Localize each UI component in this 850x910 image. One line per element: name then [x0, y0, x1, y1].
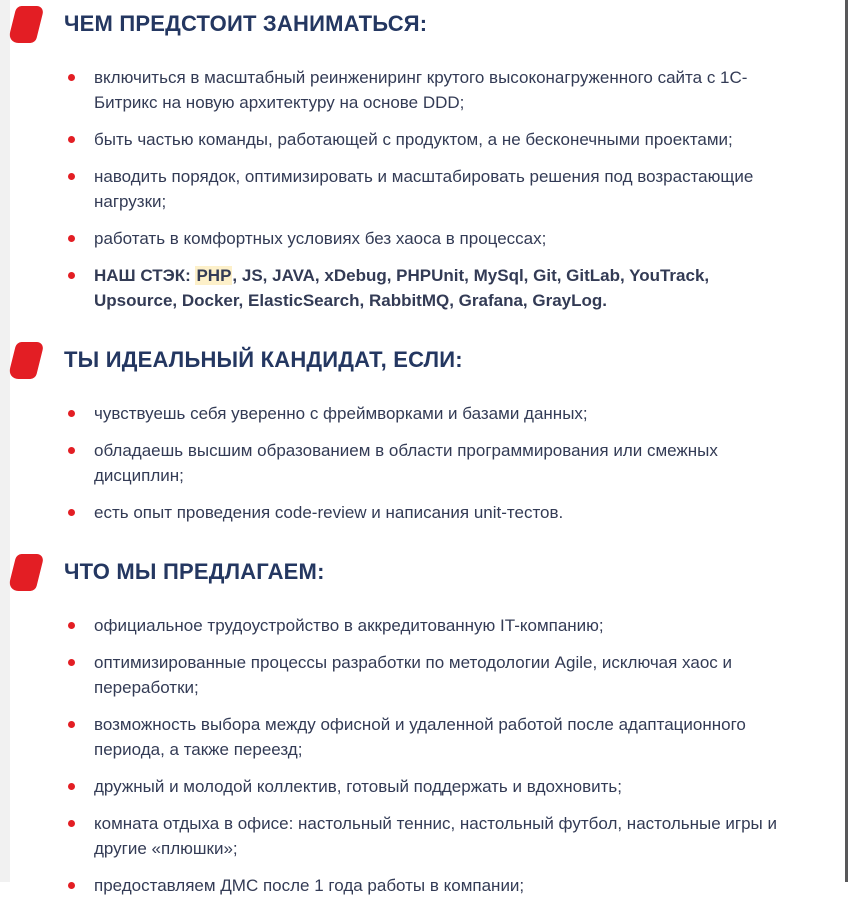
- list-item: [94, 438, 784, 488]
- stack-prefix: НАШ СТЭК:: [94, 266, 196, 285]
- bullet-list: [94, 65, 784, 313]
- vacancy-content: [10, 0, 810, 910]
- list-item-text: дружный и молодой коллектив, готовый поддержать и вдохновить;: [94, 777, 622, 796]
- search-highlight: PHP: [196, 266, 232, 285]
- list-item-text: наводить порядок, оптимизировать и масштабировать решения под возрастающие нагрузки;: [94, 167, 754, 211]
- list-item: [94, 811, 784, 861]
- list-item-text: работать в комфортных условиях без хаоса в процессах;: [94, 229, 547, 248]
- section-header: [10, 341, 810, 379]
- bullet-icon: [68, 659, 75, 666]
- red-flag-icon: [7, 6, 44, 43]
- list-item-text: включиться в масштабный реинжениринг крутого высоконагруженного сайта с 1С-Битрикс на новую архитектуру на основе DDD;: [94, 68, 748, 112]
- section-what-we-offer: [10, 553, 810, 898]
- list-item-text: есть опыт проведения code-review и написания unit-тестов.: [94, 503, 564, 522]
- list-item: [94, 712, 784, 762]
- list-item: [94, 65, 784, 115]
- list-item-text: чувствуешь себя уверенно с фреймворками и базами данных;: [94, 404, 588, 423]
- bullet-icon: [68, 783, 75, 790]
- list-item: [94, 873, 784, 898]
- red-flag-icon: [7, 554, 44, 591]
- bullet-icon: [68, 235, 75, 242]
- right-edge-border: [845, 0, 848, 882]
- bullet-icon: [68, 721, 75, 728]
- page-left-gutter: [0, 0, 10, 882]
- bullet-icon: [68, 272, 75, 279]
- bullet-icon: [68, 820, 75, 827]
- list-item: [94, 226, 784, 251]
- red-flag-icon: [7, 342, 44, 379]
- list-item-tech-stack: [94, 263, 784, 313]
- list-item-text: оптимизированные процессы разработки по методологии Agile, исключая хаос и переработки;: [94, 653, 732, 697]
- list-item: [94, 774, 784, 799]
- list-item-text: обладаешь высшим образованием в области программирования или смежных дисциплин;: [94, 441, 718, 485]
- list-item-text: официальное трудоустройство в аккредитованную IT-компанию;: [94, 616, 604, 635]
- list-item-text: предоставляем ДМС после 1 года работы в компании;: [94, 876, 525, 895]
- list-item: [94, 127, 784, 152]
- bullet-icon: [68, 74, 75, 81]
- stack-suffix: , JS, JAVA, xDebug, PHPUnit, MySql, Git, GitLab, YouTrack, Upsource, Docker, ElasticSearch, RabbitMQ, Grafana, GrayLog.: [94, 266, 710, 310]
- bullet-icon: [68, 447, 75, 454]
- list-item-text: возможность выбора между офисной и удаленной работой после адаптационного периода, а также переезд;: [94, 715, 746, 759]
- bullet-icon: [68, 173, 75, 180]
- list-item-text: [94, 266, 709, 310]
- bullet-list: [94, 401, 784, 525]
- bullet-icon: [68, 410, 75, 417]
- bullet-icon: [68, 882, 75, 889]
- section-ideal-candidate: [10, 341, 810, 525]
- section-title: ЧЕМ ПРЕДСТОИТ ЗАНИМАТЬСЯ:: [64, 11, 428, 36]
- list-item: [94, 500, 784, 525]
- list-item-text: комната отдыха в офисе: настольный теннис, настольный футбол, настольные игры и другие «плюшки»;: [94, 814, 777, 858]
- list-item: [94, 613, 784, 638]
- section-title: ЧТО МЫ ПРЕДЛАГАЕМ:: [64, 559, 325, 584]
- bullet-icon: [68, 509, 75, 516]
- list-item: [94, 401, 784, 426]
- section-header: [10, 5, 810, 43]
- section-title: ТЫ ИДЕАЛЬНЫЙ КАНДИДАТ, ЕСЛИ:: [64, 347, 463, 372]
- bullet-list: [94, 613, 784, 898]
- list-item: [94, 650, 784, 700]
- bullet-icon: [68, 136, 75, 143]
- bullet-icon: [68, 622, 75, 629]
- list-item-text: быть частью команды, работающей с продуктом, а не бесконечными проектами;: [94, 130, 733, 149]
- list-item: [94, 164, 784, 214]
- section-header: [10, 553, 810, 591]
- section-what-to-do: [10, 5, 810, 313]
